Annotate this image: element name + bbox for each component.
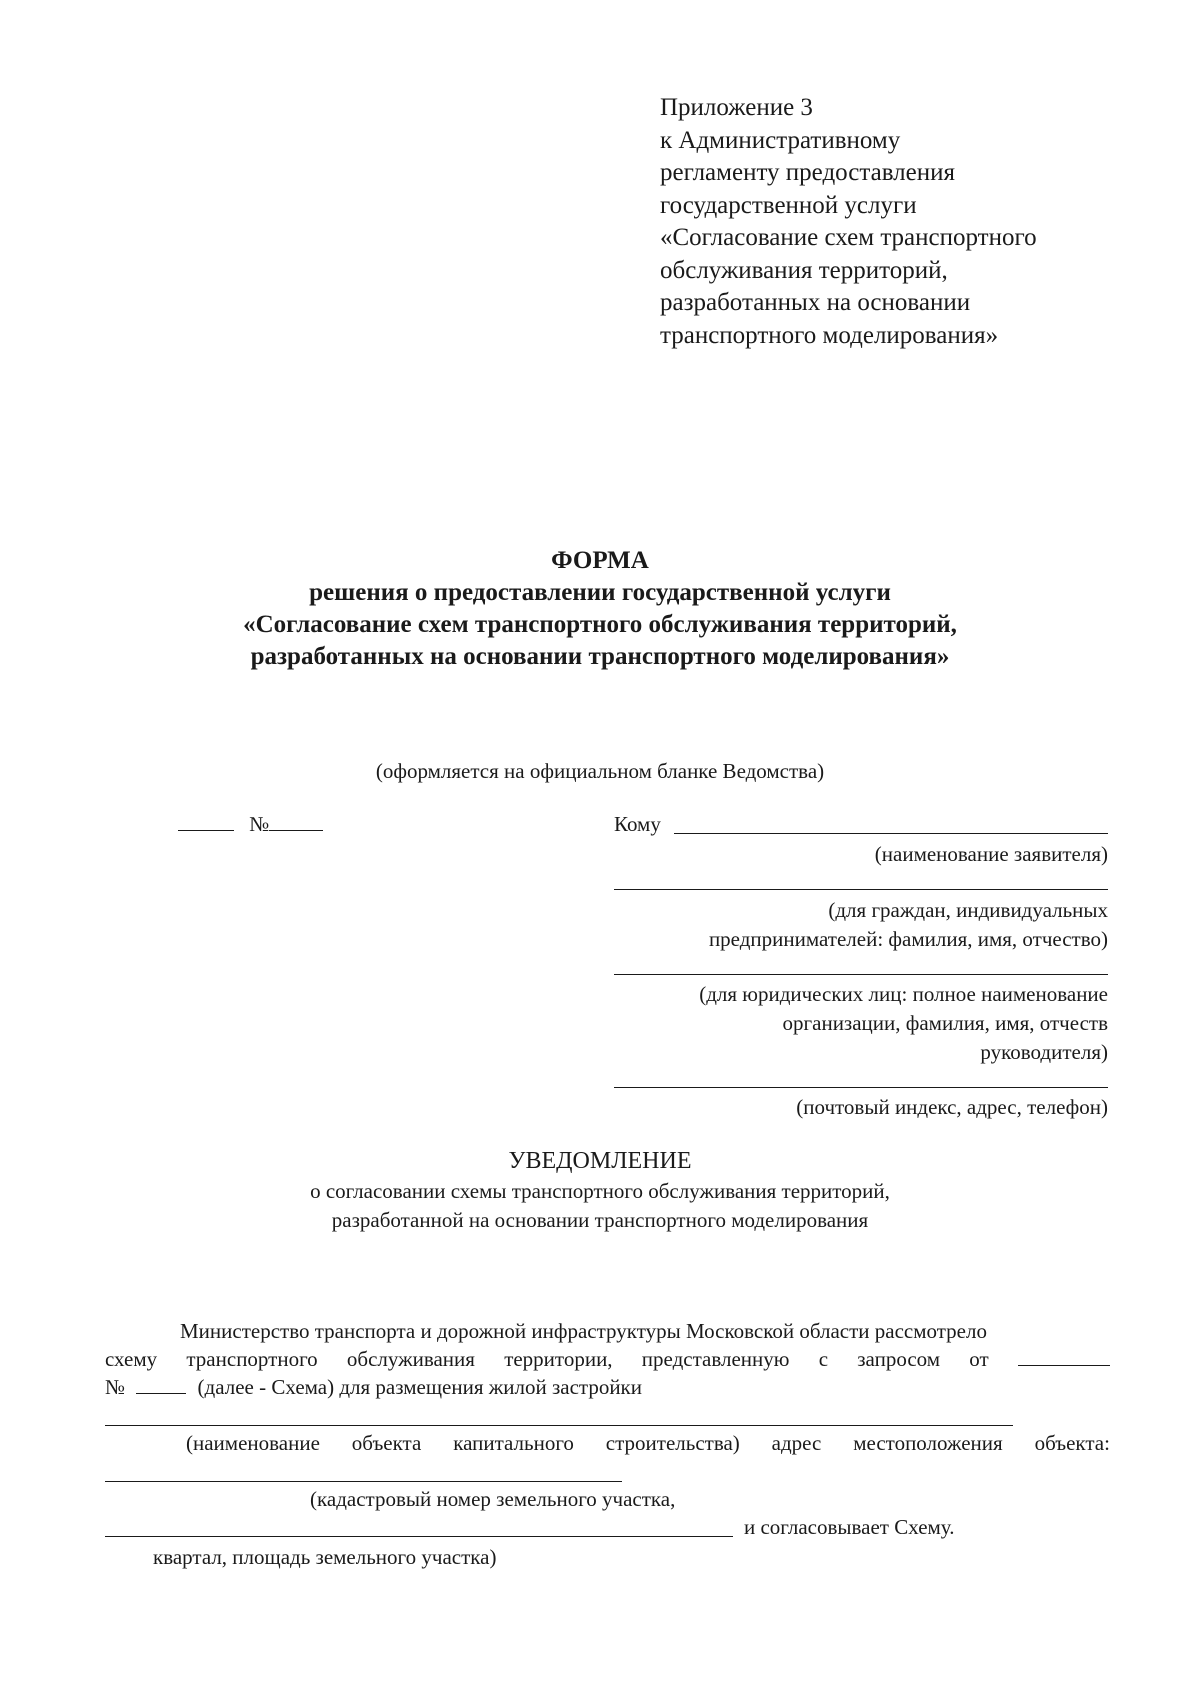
legal-entity-caption: организации, фамилия, имя, отчеств [782,1011,1108,1035]
annex-line: к Административному [660,126,901,154]
annex-line: разработанных на основании [660,289,971,316]
body-word: обслуживания [346,1347,475,1371]
object-name-field[interactable] [105,1425,1013,1426]
body-word: капитального [453,1431,574,1455]
citizens-caption: (для граждан, индивидуальных [828,898,1108,922]
body-word: адрес [771,1431,822,1455]
address-caption: (почтовый индекс, адрес, телефон) [796,1095,1108,1119]
blank-note: (оформляется на официальном бланке Ведомства) [375,759,825,783]
body-text: (далее - Схема) для размещения жилой застройки [197,1375,643,1399]
form-title-line: «Согласование схем транспортного обслуживания территорий, [243,611,957,638]
cadastral-caption: (кадастровый номер земельного участка, [310,1487,676,1511]
form-title-line: разработанных на основании транспортного моделирования» [250,643,950,670]
body-word: территории, [504,1347,613,1371]
quarter-caption: квартал, площадь земельного участка) [153,1545,497,1569]
notice-subtitle: о согласовании схемы транспортного обслуживания территорий, [310,1179,890,1203]
annex-line: «Согласование схем транспортного [660,224,1037,251]
notice-heading: УВЕДОМЛЕНИЕ [508,1148,692,1174]
body-word: транспортного [186,1347,318,1371]
body-word: строительства) [605,1431,740,1455]
body-line-1: Министерство транспорта и дорожной инфраструктуры Московской области рассмотрело [180,1319,987,1343]
body-line-2 [105,1345,1110,1373]
request-number-field[interactable] [136,1375,186,1394]
body-word: объекта [351,1431,422,1455]
number-label: № [249,812,270,836]
body-word: от [969,1347,989,1371]
applicant-name-field[interactable] [674,833,1108,834]
annex-line: государственной услуги [660,191,917,219]
cadastral-field[interactable] [105,1536,733,1537]
to-label: Кому [614,812,661,836]
body-word: объекта: [1034,1431,1110,1455]
legal-entity-caption: руководителя) [980,1040,1108,1064]
annex-line: Приложение 3 [660,94,813,121]
body-word: схему [105,1347,158,1371]
body-word: местоположения [853,1431,1003,1455]
body-word: с [818,1347,829,1371]
annex-line: обслуживания территорий, [660,256,948,284]
number-blank[interactable] [269,812,323,831]
legal-entity-caption: (для юридических лиц: полное наименование [699,982,1108,1006]
citizen-name-field[interactable] [614,889,1108,890]
body-line-3 [105,1373,642,1401]
address-field[interactable] [614,1087,1108,1088]
annex-line: регламенту предоставления [660,159,956,186]
date-number-field[interactable] [178,810,323,838]
body-word: (наименование [186,1431,320,1455]
citizens-caption: предпринимателей: фамилия, имя, отчество) [708,927,1108,951]
form-heading: ФОРМА [551,547,649,574]
form-title-line: решения о предоставлении государственной услуги [309,579,891,606]
body-word: запросом [857,1347,941,1371]
annex-block [660,92,1037,352]
date-blank[interactable] [178,812,234,831]
object-caption-line [186,1429,1110,1457]
object-address-field[interactable] [105,1481,622,1482]
body-word: представленную [641,1347,790,1371]
annex-line: транспортного моделирования» [660,321,999,349]
legal-entity-field[interactable] [614,974,1108,975]
applicant-name-caption: (наименование заявителя) [874,842,1108,866]
number-label: № [105,1375,126,1399]
request-date-field[interactable] [1018,1347,1110,1366]
agrees-text: и согласовывает Схему. [744,1515,955,1539]
notice-subtitle: разработанной на основании транспортного моделирования [331,1208,869,1232]
